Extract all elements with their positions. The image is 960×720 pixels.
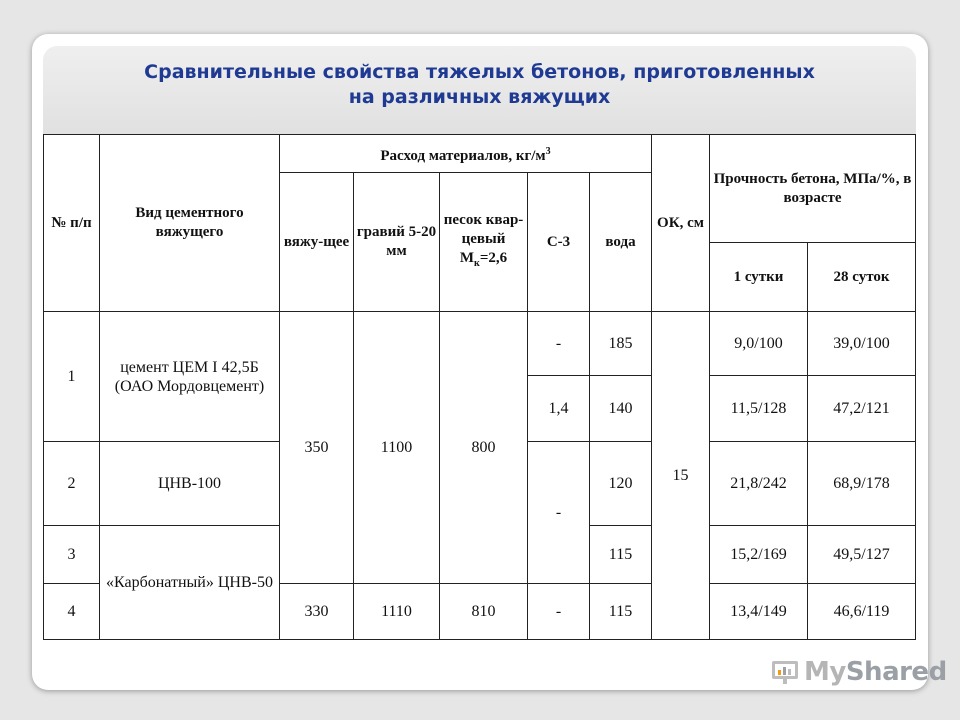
row2-day1: 21,8/242 bbox=[710, 442, 808, 526]
title-line-1: Сравнительные свойства тяжелых бетонов, приготовленных bbox=[144, 61, 815, 83]
header-num: № п/п bbox=[44, 135, 100, 312]
logo-text: MyShared bbox=[804, 657, 947, 687]
row1-type: цемент ЦЕМ I 42,5Б (ОАО Мордовцемент) bbox=[100, 312, 280, 442]
header-binder-type: Вид цементного вяжущего bbox=[100, 135, 280, 312]
row4-c3: - bbox=[528, 584, 590, 640]
row1b-day28: 47,2/121 bbox=[808, 376, 916, 442]
header-materials-group: Расход материалов, $кг/м^3$ bbox=[280, 135, 652, 173]
row3-water: 115 bbox=[590, 526, 652, 584]
row3-4-type: «Карбонатный» ЦНВ-50 bbox=[100, 526, 280, 640]
header-strength-group: Прочность бетона, МПа/%, в возрасте bbox=[710, 135, 916, 243]
header-ok: ОК, см bbox=[652, 135, 710, 312]
header-day1: 1 сутки bbox=[710, 243, 808, 312]
row1a-water: 185 bbox=[590, 312, 652, 376]
header-day28: 28 суток bbox=[808, 243, 916, 312]
row4-sand: 810 bbox=[440, 584, 528, 640]
header-gravel: гравий 5-20 мм bbox=[354, 173, 440, 312]
row1b-day1: 11,5/128 bbox=[710, 376, 808, 442]
ok-value: 15 bbox=[652, 312, 710, 640]
row2-num: 2 bbox=[44, 442, 100, 526]
row1-num: 1 bbox=[44, 312, 100, 442]
row3-day28: 49,5/127 bbox=[808, 526, 916, 584]
row3-day1: 15,2/169 bbox=[710, 526, 808, 584]
row4-binder: 330 bbox=[280, 584, 354, 640]
row4-water: 115 bbox=[590, 584, 652, 640]
row1a-day28: 39,0/100 bbox=[808, 312, 916, 376]
row1a-day1: 9,0/100 bbox=[710, 312, 808, 376]
row1a-c3: - bbox=[528, 312, 590, 376]
myshared-logo bbox=[770, 655, 947, 689]
row4-gravel: 1110 bbox=[354, 584, 440, 640]
row2-type: ЦНВ-100 bbox=[100, 442, 280, 526]
header-c3: С-3 bbox=[528, 173, 590, 312]
row1-3-gravel: 1100 bbox=[354, 312, 440, 584]
row1b-water: 140 bbox=[590, 376, 652, 442]
row1b-c3: 1,4 bbox=[528, 376, 590, 442]
header-binder: вяжу-щее bbox=[280, 173, 354, 312]
row4-num: 4 bbox=[44, 584, 100, 640]
slide-title bbox=[43, 60, 916, 110]
table-row bbox=[44, 312, 916, 376]
row2-3-c3: - bbox=[528, 442, 590, 584]
row4-day1: 13,4/149 bbox=[710, 584, 808, 640]
presentation-icon bbox=[770, 657, 800, 687]
row3-num: 3 bbox=[44, 526, 100, 584]
row2-water: 120 bbox=[590, 442, 652, 526]
title-line-2: на различных вяжущих bbox=[348, 86, 611, 108]
concrete-properties-table bbox=[43, 134, 916, 640]
header-water: вода bbox=[590, 173, 652, 312]
row1-3-sand: 800 bbox=[440, 312, 528, 584]
row4-day28: 46,6/119 bbox=[808, 584, 916, 640]
row1-3-binder: 350 bbox=[280, 312, 354, 584]
header-sand: песок квар-цевый $М_к=2,6$ bbox=[440, 173, 528, 312]
row2-day28: 68,9/178 bbox=[808, 442, 916, 526]
